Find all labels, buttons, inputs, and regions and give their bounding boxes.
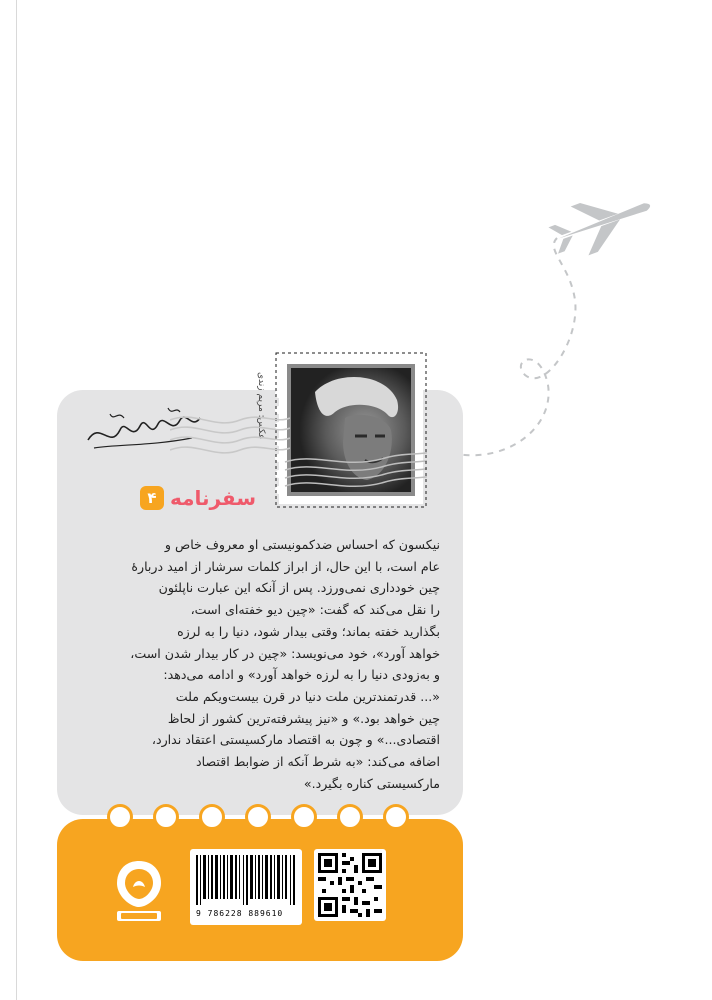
barcode-digits: 9 786228 889610 <box>196 909 284 918</box>
perforation-hole <box>291 804 317 830</box>
article-line: را نقل می‌کند که گفت: «چین دیو خفته‌ای است، <box>190 602 440 618</box>
article-body <box>80 534 440 794</box>
article-line: چین خواهد بود.» و «نیز پیشرفته‌ترین کشور از لحاظ <box>167 710 440 726</box>
publisher-logo <box>113 857 165 925</box>
article-line: عام است، با این حال، از ابراز کلمات سرشار از امید دربارهٔ <box>131 558 440 574</box>
article-line: مارکسیستی کناره بگیرد.» <box>303 775 440 791</box>
article-line: بگذارید خفته بماند؛ وقتی بیدار شود، دنیا را به لرزه <box>177 623 440 639</box>
postmark-waves <box>170 410 290 470</box>
article-line: چین خودداری نمی‌ورزد. پس از آنکه این عبارت ناپلئون <box>158 580 440 596</box>
section-title <box>96 483 256 513</box>
perforation-hole <box>107 804 133 830</box>
perforation-hole <box>199 804 225 830</box>
article-line: خواهد آورد»، خود می‌نویسد: «چین در کار بیدار شدن است، <box>130 645 440 661</box>
perforation-hole <box>153 804 179 830</box>
perforation-hole <box>337 804 363 830</box>
section-number-badge: ۴ <box>140 486 164 510</box>
qr-pattern <box>314 849 386 921</box>
portrait-stamp <box>275 352 427 508</box>
section-title-text: سفرنامه <box>169 486 256 510</box>
article-line: و به‌زودی دنیا را به لرزه خواهد آورد» و ادامه می‌دهد: <box>163 667 440 683</box>
airplane-icon <box>544 181 659 265</box>
article-line: اضافه می‌کند: «به شرط آنکه از ضوابط اقتصاد <box>196 754 440 770</box>
article-line: اقتصادی...» و چون به اقتصاد مارکسیستی اعتقاد ندارد، <box>151 732 440 748</box>
perforation-hole <box>245 804 271 830</box>
article-line: نیکسون که احساس ضدکمونیستی او معروف خاص و <box>164 537 440 552</box>
qr-code <box>314 849 386 921</box>
article-line: «... قدرتمندترین ملت دنیا در قرن بیست‌ویکم ملت <box>175 688 440 704</box>
barcode-bars <box>190 849 302 907</box>
photo-credit: عکس: مریم زندی <box>256 372 266 440</box>
perforation-hole <box>383 804 409 830</box>
